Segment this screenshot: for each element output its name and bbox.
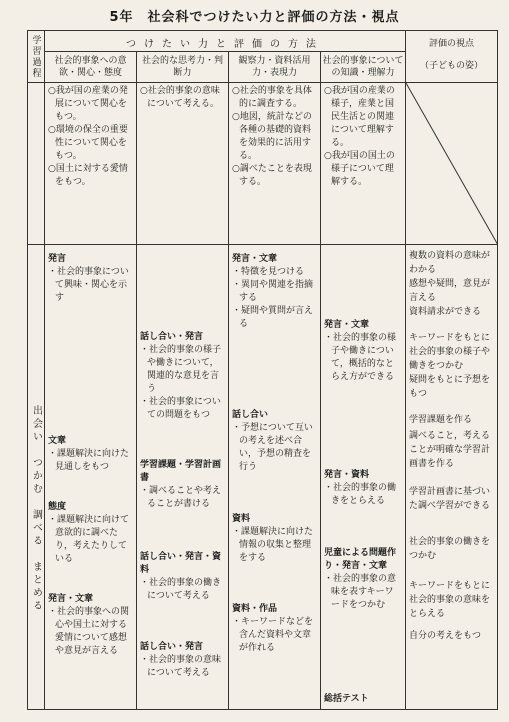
activity-block <box>140 459 225 511</box>
activity-item: ・社会的事象の様子や働きについて，概括的なとらえ方ができる <box>324 333 397 382</box>
goal-item: ○社会的事象の意味について考える。 <box>140 86 220 109</box>
viewpoints-col <box>406 245 498 710</box>
goal-item: ○環境の保全の重要性について関心をもつ。 <box>48 125 128 161</box>
activity-item: ・社会的事象の働きについて考える <box>140 578 222 601</box>
activity-item: ・社会的事象の意味を表すキーワードをつかむ <box>324 574 397 610</box>
viewpoint-item: 疑問をもとに予想をもつ <box>409 375 491 399</box>
activity-block <box>140 551 225 603</box>
activities-col-4 <box>321 245 406 710</box>
activity-head: 話し合い <box>232 410 269 420</box>
activity-head: 発言・資料 <box>324 470 370 480</box>
activity-head: 発言 <box>48 254 67 264</box>
goals-viewpoint-cell <box>406 83 498 245</box>
activity-block <box>48 593 133 658</box>
methods-header-cell <box>45 31 406 52</box>
activity-item: ・異同や関連を指摘する <box>232 280 314 303</box>
goal-item: ○社会的事象を具体的に調査する。 <box>232 86 312 109</box>
page-title: 5年 社会科でつけたい力と評価の方法・視点 <box>109 10 400 25</box>
activity-head: 話し合い・発言 <box>140 642 204 652</box>
viewpoint-item: 社会的事象の働きをつかむ <box>409 537 491 561</box>
activity-block <box>232 603 317 655</box>
activity-item: ・社会的事象の様子や働きについて，関連的な意見を言う <box>140 345 222 394</box>
activity-item: ・キーワードなどを含んだ資料や文章が作れる <box>232 617 314 653</box>
activity-block <box>48 435 133 474</box>
activity-item: ・社会的事象の働きをとらえる <box>324 483 397 506</box>
column-header-1: 社会的事象への意欲・関心・態度 <box>54 56 127 78</box>
column-header-3-cell <box>229 52 321 83</box>
viewpoint-item: 資料請求ができる <box>409 307 482 317</box>
process-header-cell <box>28 31 45 83</box>
goal-item: ○地図，統計などの各種の基礎的資料を効果的に活用する。 <box>232 112 312 161</box>
activity-item: ・課題解決に向けた情報の収集と整理をする <box>232 527 314 563</box>
goal-item: ○我が国の産業の発展について関心をもつ。 <box>48 86 128 122</box>
activity-block <box>140 331 225 422</box>
viewpoint-item: キーワードをもとに社会的事象の様子や働きをつかむ <box>409 333 491 371</box>
goal-item: ○調べたことを表現する。 <box>232 164 312 187</box>
goals-col-3 <box>229 83 321 245</box>
goal-item: ○国土に対する愛情をもつ。 <box>48 164 128 187</box>
viewpoint-item: 感想や疑問，意見が言える <box>409 279 491 303</box>
activity-item: ・課題解決に向けて意欲的に調べたり，考えたりしている <box>48 515 130 564</box>
column-header-2-cell <box>137 52 229 83</box>
goals-process-cell <box>28 83 45 245</box>
column-header-2: 社会的な思考力・判断力 <box>141 56 223 78</box>
process-header: 学習過程 <box>30 35 41 79</box>
activity-head: 資料・作品 <box>232 604 278 614</box>
activity-item: ・特徴を見つける <box>232 267 305 277</box>
process-label: 出会い つかむ 調べる まとめる <box>30 405 42 613</box>
activity-head: 発言・文章 <box>324 320 370 330</box>
evaluation-table <box>27 30 498 710</box>
activities-col-3 <box>229 245 321 710</box>
activity-head: 話し合い・発言・資料 <box>140 552 222 575</box>
column-header-4: 社会的事象についての知識・理解力 <box>322 56 404 78</box>
goals-col-1 <box>45 83 137 245</box>
goal-item: ○我が国の国土の様子について理解する。 <box>324 151 395 187</box>
activity-head: 総括テスト <box>324 694 369 704</box>
goals-col-2 <box>137 83 229 245</box>
activity-head: 資料 <box>232 514 251 524</box>
process-cell <box>28 245 45 710</box>
activity-block <box>140 641 225 680</box>
activity-block <box>324 693 402 706</box>
activity-head: 児童による問題作り・発言・文章 <box>324 548 397 571</box>
activity-block <box>232 253 317 331</box>
methods-header: つけたい力と評価の方法 <box>126 39 324 50</box>
activity-block <box>48 253 133 305</box>
activity-block <box>324 469 402 508</box>
activity-block <box>324 319 402 384</box>
activity-block <box>232 513 317 565</box>
activity-item: ・予想について互いの考えを述べ合い，予想の精査を行う <box>232 423 313 472</box>
viewpoint-item: 複数の資料の意味がわかる <box>409 251 491 275</box>
activity-head: 発言・文章 <box>232 254 278 264</box>
activity-block <box>324 547 402 612</box>
goals-col-4 <box>321 83 406 245</box>
column-header-3: 観察力・資料活用力・表現力 <box>238 56 311 78</box>
activity-block <box>48 501 133 566</box>
viewpoint-header: 評価の視点 <box>428 39 474 49</box>
viewpoint-item: 学習課題を作る <box>409 415 473 425</box>
viewpoint-item: 自分の考えをもつ <box>409 631 482 641</box>
activity-head: 態度 <box>48 502 67 512</box>
activities-col-1 <box>45 245 137 710</box>
activity-head: 発言・文章 <box>48 594 94 604</box>
activity-item: ・課題解決に向けた見通しをもつ <box>48 449 130 472</box>
viewpoint-item: 学習計画書に基づいた調べ学習ができる <box>409 487 491 511</box>
viewpoint-subheader: （子どもの姿） <box>419 61 483 71</box>
viewpoint-item: 調べること，考えることが明確な学習計画書を作る <box>409 431 491 469</box>
activity-item: ・社会的事象について興味・関心を示す <box>48 267 129 303</box>
activity-head: 文章 <box>48 436 67 446</box>
diagonal-line <box>406 83 498 245</box>
activities-col-2 <box>137 245 229 710</box>
activity-item: ・調べることや考えることが書ける <box>140 486 222 509</box>
viewpoint-header-cell <box>406 31 498 83</box>
activity-item: ・疑問や質問が言える <box>232 306 314 329</box>
activity-item: ・社会的事象への関心や国土に対する愛情について感想や意見が言える <box>48 607 130 656</box>
activity-item: ・社会的事象の意味について考える <box>140 655 222 678</box>
column-header-4-cell <box>321 52 406 83</box>
activity-block <box>232 409 317 474</box>
activity-head: 学習課題・学習計画書 <box>140 460 222 483</box>
activity-item: ・社会的事象についての問題をもつ <box>140 397 221 420</box>
goal-item: ○我が国の産業の様子，産業と国民生活との関連について理解する。 <box>324 86 395 148</box>
viewpoint-item: キーワードをもとに社会的事象の意味をとらえる <box>409 581 491 619</box>
activity-head: 話し合い・発言 <box>140 332 204 342</box>
column-header-1-cell <box>45 52 137 83</box>
